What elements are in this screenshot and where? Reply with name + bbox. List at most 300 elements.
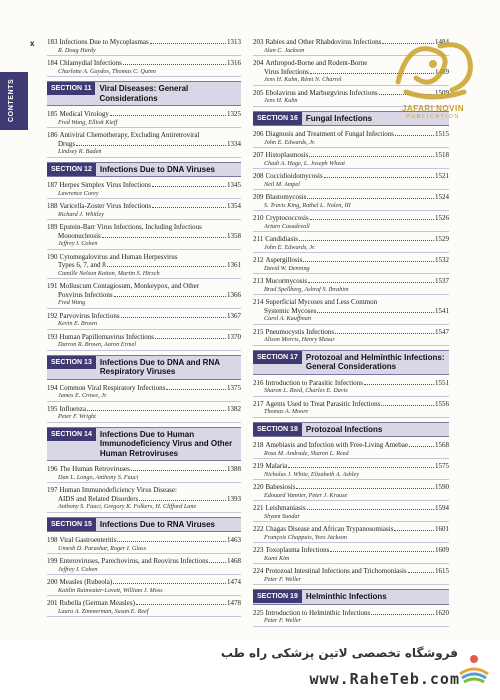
toc-entry[interactable] bbox=[253, 504, 449, 522]
toc-entry[interactable] bbox=[253, 235, 449, 253]
chapter-title: Herpes Simplex Virus Infections bbox=[59, 181, 151, 189]
toc-entry[interactable] bbox=[253, 277, 449, 295]
chapter-authors: David W. Denning bbox=[253, 265, 449, 275]
leader-dots bbox=[139, 500, 226, 501]
page-number: 1541 bbox=[435, 306, 449, 315]
page-number: 1547 bbox=[435, 327, 449, 336]
toc-entry-line bbox=[47, 223, 241, 232]
chapter-authors: Jeffrey I. Cohen bbox=[47, 566, 241, 576]
chapter-title: Superficial Mycoses and Less Common bbox=[265, 298, 378, 306]
toc-entry-line bbox=[47, 110, 241, 119]
chapter-authors: François Chappuis, Yves Jackson bbox=[253, 534, 449, 544]
chapter-authors: John E. Edwards, Jr. bbox=[253, 139, 449, 149]
chapter-number: 212 bbox=[253, 256, 264, 264]
chapter-authors: Sharon L. Reed, Charles E. Davis bbox=[253, 387, 449, 397]
toc-entry[interactable] bbox=[253, 609, 449, 627]
toc-entry[interactable] bbox=[253, 525, 449, 543]
chapter-title: Amebiasis and Infection with Free-Living Amebae bbox=[265, 441, 408, 449]
toc-entry-line bbox=[47, 536, 241, 545]
section-title: Infections Due to DNA and RNA Respiratory Viruses bbox=[99, 357, 220, 376]
section-title: Fungal Infections bbox=[305, 113, 373, 123]
page-number: 1358 bbox=[227, 231, 241, 240]
chapter-title: Arthropod-Borne and Rodent-Borne bbox=[265, 59, 368, 67]
leader-dots bbox=[308, 282, 434, 283]
page-number: 1568 bbox=[435, 441, 449, 449]
chapter-authors: Alison Morris, Henry Masur bbox=[253, 336, 449, 346]
toc-entry[interactable] bbox=[253, 328, 449, 346]
toc-entry[interactable] bbox=[47, 253, 241, 280]
leader-dots bbox=[307, 509, 434, 510]
chapter-title: Malaria bbox=[265, 462, 288, 470]
toc-entry-line bbox=[47, 405, 241, 414]
leader-dots bbox=[107, 266, 226, 267]
toc-entry[interactable] bbox=[47, 202, 241, 220]
chapter-authors: Camille Nelson Kotton, Martin S. Hirsch bbox=[47, 270, 241, 280]
toc-entry-line bbox=[47, 333, 241, 342]
chapter-authors: Rosa M. Andrade, Sharon L. Reed bbox=[253, 450, 449, 460]
logo-subtitle: PUBLICATION bbox=[406, 114, 460, 120]
chapter-number: 193 bbox=[47, 332, 58, 341]
chapter-authors: Peter F. Weller bbox=[253, 617, 449, 627]
leader-dots bbox=[299, 240, 434, 241]
toc-entry[interactable] bbox=[47, 223, 241, 250]
chapter-number: 183 bbox=[47, 38, 58, 46]
chapter-number: 215 bbox=[253, 327, 264, 336]
chapter-title-continued: Drugs bbox=[58, 139, 76, 148]
chapter-number: 191 bbox=[47, 282, 58, 290]
page-number: 1526 bbox=[435, 214, 449, 222]
chapter-number: 196 bbox=[47, 465, 58, 473]
toc-entry-line bbox=[253, 400, 449, 409]
chapter-authors: Fred Wang, Elliott Kieff bbox=[47, 119, 241, 129]
footer-url[interactable]: www.RaheTeb.com bbox=[309, 670, 460, 688]
chapter-authors: Umesh D. Parashar, Roger I. Glass bbox=[47, 545, 241, 555]
chapter-authors: Chadi A. Hage, L. Joseph Wheat bbox=[253, 160, 449, 170]
chapter-number: 220 bbox=[253, 483, 264, 491]
section-header bbox=[47, 81, 241, 106]
page-number: 1382 bbox=[227, 404, 241, 413]
toc-entry[interactable] bbox=[253, 441, 449, 459]
toc-entry-line bbox=[47, 282, 241, 291]
chapter-authors: Richard J. Whitley bbox=[47, 211, 241, 221]
leader-dots bbox=[102, 237, 226, 238]
logo-wordmark: JAFARI NOVIN bbox=[401, 104, 464, 113]
chapter-title: Introduction to Helminthic Infections bbox=[265, 608, 371, 617]
chapter-number: 198 bbox=[47, 536, 58, 544]
chapter-title: Infections Due to Mycoplasmas bbox=[59, 38, 149, 46]
chapter-number: 207 bbox=[253, 151, 264, 159]
chapter-number: 216 bbox=[253, 378, 264, 387]
page-number: 1361 bbox=[227, 261, 241, 269]
toc-entry[interactable] bbox=[253, 151, 449, 169]
toc-entry-line bbox=[253, 151, 449, 160]
chapter-number: 201 bbox=[47, 599, 58, 607]
chapter-title: Diagnosis and Treatment of Fungal Infections bbox=[265, 130, 395, 138]
chapter-number: 197 bbox=[47, 486, 58, 494]
chapter-number: 185 bbox=[47, 110, 58, 118]
leader-dots bbox=[310, 219, 434, 220]
chapter-authors: Thomas A. Moore bbox=[253, 408, 449, 418]
leader-dots bbox=[123, 64, 226, 65]
chapter-number: 186 bbox=[47, 131, 58, 139]
chapter-number: 221 bbox=[253, 504, 264, 512]
toc-entry-line bbox=[253, 567, 449, 576]
page-number: 1556 bbox=[435, 399, 449, 408]
footer-store-name: فروشگاه تخصصی لاتین پزشکی راه طب bbox=[220, 646, 458, 660]
chapter-number: 218 bbox=[253, 441, 264, 449]
toc-entry-line bbox=[253, 277, 449, 286]
chapter-title: Mucormycosis bbox=[265, 277, 308, 285]
leader-dots bbox=[114, 296, 226, 297]
toc-entry[interactable] bbox=[47, 536, 241, 554]
chapter-number: 206 bbox=[253, 130, 264, 138]
toc-entry-line bbox=[47, 232, 241, 241]
chapter-title: Viral Gastroenteritis bbox=[59, 536, 117, 544]
toc-entry[interactable] bbox=[47, 384, 241, 402]
toc-entry-line bbox=[253, 193, 449, 202]
chapter-authors: Lindsey R. Baden bbox=[47, 148, 241, 158]
toc-entry[interactable] bbox=[253, 379, 449, 397]
leader-dots bbox=[110, 115, 226, 116]
chapter-title: Common Viral Respiratory Infections bbox=[59, 383, 166, 392]
chapter-authors: Laura A. Zimmerman, Susan E. Reef bbox=[47, 608, 241, 618]
page-number: 1325 bbox=[227, 110, 241, 118]
leader-dots bbox=[113, 583, 226, 584]
chapter-title: Human Immunodeficiency Virus Disease: bbox=[59, 486, 177, 494]
section-title: Protozoal Infections bbox=[305, 424, 383, 434]
section-header bbox=[47, 355, 241, 380]
chapter-number: 211 bbox=[253, 235, 264, 243]
chapter-number: 203 bbox=[253, 38, 264, 46]
chapter-title: Antiviral Chemotherapy, Excluding Antiretroviral bbox=[59, 131, 200, 139]
chapter-number: 190 bbox=[47, 252, 58, 261]
toc-entry[interactable] bbox=[47, 181, 241, 199]
toc-entry-line bbox=[47, 140, 241, 149]
chapter-title: Ebolavirus and Marburgvirus Infections bbox=[265, 88, 378, 97]
leader-dots bbox=[309, 156, 434, 157]
toc-entry[interactable] bbox=[253, 462, 449, 480]
chapter-title-continued: Types 6, 7, and 8 bbox=[58, 261, 106, 269]
toc-entry-line bbox=[47, 486, 241, 495]
chapter-title: Toxoplasma Infections bbox=[265, 546, 330, 554]
chapter-title: Varicella-Zoster Virus Infections bbox=[59, 202, 152, 210]
chapter-title: Cryptococcosis bbox=[265, 214, 309, 222]
chapter-title: Protozoal Intestinal Infections and Trichomoniasis bbox=[265, 567, 407, 575]
chapter-authors: Kami Kim bbox=[253, 555, 449, 565]
page-number: 1515 bbox=[435, 130, 449, 138]
section-number-tag: SECTION 11 bbox=[47, 82, 95, 95]
chapter-authors: Nicholas J. White, Elizabeth A. Ashley bbox=[253, 471, 449, 481]
toc-entry-line bbox=[47, 131, 241, 140]
book-store-icon bbox=[456, 650, 492, 686]
section-title: Infections Due to RNA Viruses bbox=[99, 519, 215, 529]
toc-entry[interactable] bbox=[47, 59, 241, 77]
chapter-number: 199 bbox=[47, 557, 58, 565]
toc-entry-line bbox=[47, 181, 241, 190]
page-number: 1393 bbox=[227, 494, 241, 503]
chapter-title: Enteroviruses, Parechovirus, and Reovirus Infections bbox=[59, 557, 209, 565]
chapter-authors: Arturo Casadevall bbox=[253, 223, 449, 233]
leader-dots bbox=[317, 312, 434, 313]
chapter-title-continued: Virus Infections bbox=[264, 67, 309, 76]
chapter-number: 210 bbox=[253, 214, 264, 222]
chapter-title: Parvovirus Infections bbox=[59, 311, 120, 320]
page-number: 1468 bbox=[227, 557, 241, 565]
toc-entry[interactable] bbox=[47, 131, 241, 158]
toc-entry[interactable] bbox=[253, 130, 449, 148]
chapter-title: Cytomegalovirus and Human Herpesvirus bbox=[59, 252, 178, 261]
leader-dots bbox=[335, 333, 434, 334]
toc-entry-line bbox=[47, 38, 241, 47]
section-header bbox=[47, 517, 241, 533]
chapter-title: Medical Virology bbox=[59, 110, 109, 118]
section-title: Protozoal and Helminthic Infections: General Considerations bbox=[305, 352, 445, 371]
page-number: 1484 bbox=[435, 38, 449, 46]
chapter-authors: Lawrence Corey bbox=[47, 190, 241, 200]
chapter-number: 224 bbox=[253, 567, 264, 575]
chapter-number: 219 bbox=[253, 462, 264, 470]
toc-entry-line bbox=[253, 441, 449, 450]
toc-entry-line bbox=[47, 202, 241, 211]
toc-entry-line bbox=[253, 525, 449, 534]
section-header bbox=[253, 350, 449, 375]
toc-entry[interactable] bbox=[47, 557, 241, 575]
toc-entry-line bbox=[253, 235, 449, 244]
chapter-number: 222 bbox=[253, 525, 264, 533]
chapter-authors: Jens H. Kuhn bbox=[253, 97, 449, 107]
chapter-number: 194 bbox=[47, 383, 58, 392]
toc-entry[interactable] bbox=[47, 38, 241, 56]
section-header bbox=[253, 422, 449, 438]
chapter-number: 204 bbox=[253, 59, 264, 67]
section-number-tag: SECTION 19 bbox=[253, 590, 302, 603]
chapter-number: 184 bbox=[47, 59, 58, 67]
toc-entry[interactable] bbox=[253, 567, 449, 585]
chapter-title: Leishmaniasis bbox=[265, 504, 306, 512]
section-header bbox=[47, 427, 241, 462]
page-number: 1370 bbox=[227, 332, 241, 341]
toc-entry-line bbox=[47, 312, 241, 321]
chapter-authors: Kaitlin Rainwater-Lovett, William J. Moss bbox=[47, 587, 241, 597]
chapter-authors: R. Doug Hardy bbox=[47, 47, 241, 57]
leader-dots bbox=[209, 562, 226, 563]
section-title: Helminthic Infections bbox=[305, 592, 387, 601]
section-title: Viral Diseases: General Considerations bbox=[99, 84, 189, 103]
chapter-title: Aspergillosis bbox=[265, 256, 303, 264]
page-number: 1345 bbox=[227, 181, 241, 189]
section-title: Infections Due to Human Immunodeficiency Virus and Other Human Retroviruses bbox=[99, 429, 233, 458]
toc-entry-line bbox=[47, 557, 241, 566]
page-number: 1615 bbox=[435, 567, 449, 575]
section-header bbox=[47, 162, 241, 178]
leader-dots bbox=[296, 488, 434, 489]
chapter-title-continued: Systemic Mycoses bbox=[264, 306, 317, 315]
chapter-number: 225 bbox=[253, 608, 264, 617]
chapter-number: 189 bbox=[47, 223, 58, 231]
toc-entry[interactable] bbox=[47, 486, 241, 513]
toc-entry-line bbox=[253, 130, 449, 139]
leader-dots bbox=[87, 410, 226, 411]
toc-entry-line bbox=[253, 307, 449, 316]
page-number: 1620 bbox=[435, 608, 449, 617]
publisher-logo-mark bbox=[378, 32, 488, 104]
chapter-authors: Dan L. Longo, Anthony S. Fauci bbox=[47, 474, 241, 484]
store-footer bbox=[0, 640, 500, 700]
toc-entry-line bbox=[47, 261, 241, 270]
page-number: 1478 bbox=[227, 599, 241, 607]
leader-dots bbox=[136, 604, 226, 605]
toc-entry-line bbox=[253, 462, 449, 471]
page-number: 1575 bbox=[435, 462, 449, 470]
leader-dots bbox=[152, 207, 226, 208]
chapter-number: 188 bbox=[47, 202, 58, 210]
chapter-title: Introduction to Parasitic Infections bbox=[265, 378, 363, 387]
chapter-title: Molluscum Contagiosum, Monkeypox, and Other bbox=[59, 282, 200, 290]
chapter-authors: Peter F. Weller bbox=[253, 576, 449, 586]
page-number: 1316 bbox=[227, 59, 241, 67]
toc-entry[interactable] bbox=[253, 546, 449, 564]
toc-entry-line bbox=[47, 578, 241, 587]
chapter-authors: Charlotte A. Gaydos, Thomas C. Quinn bbox=[47, 68, 241, 78]
chapter-number: 209 bbox=[253, 193, 264, 201]
page-number: 1463 bbox=[227, 536, 241, 544]
toc-entry-line bbox=[253, 214, 449, 223]
side-tab-label: CONTENTS bbox=[8, 78, 15, 122]
chapter-number: 192 bbox=[47, 311, 58, 320]
toc-entry[interactable] bbox=[253, 400, 449, 418]
leader-dots bbox=[117, 541, 226, 542]
chapter-number: 214 bbox=[253, 298, 264, 306]
toc-entry-line bbox=[253, 298, 449, 307]
leader-dots bbox=[303, 261, 434, 262]
chapter-authors: Peter F. Wright bbox=[47, 413, 241, 423]
leader-dots bbox=[364, 384, 434, 385]
leader-dots bbox=[324, 177, 434, 178]
page-number: 1375 bbox=[227, 383, 241, 392]
chapter-authors: S. Travis King, Rathel L. Nolen, III bbox=[253, 202, 449, 212]
page-number: 1521 bbox=[435, 172, 449, 180]
toc-right-column bbox=[253, 38, 449, 630]
chapter-title: Agents Used to Treat Parasitic Infections bbox=[265, 399, 381, 408]
leader-dots bbox=[395, 135, 434, 136]
page-number: 1609 bbox=[435, 546, 449, 554]
chapter-authors: James E. Crowe, Jr. bbox=[47, 392, 241, 402]
chapter-authors: Darron R. Brown, Aaron Ermel bbox=[47, 341, 241, 351]
chapter-number: 205 bbox=[253, 88, 264, 97]
section-number-tag: SECTION 13 bbox=[47, 356, 96, 369]
chapter-title: Babesiosis bbox=[265, 483, 296, 491]
toc-entry-line bbox=[47, 253, 241, 262]
toc-entry-line bbox=[253, 609, 449, 618]
leader-dots bbox=[330, 551, 434, 552]
chapter-number: 213 bbox=[253, 277, 264, 285]
toc-entry-line bbox=[253, 328, 449, 337]
toc-entry-line bbox=[47, 291, 241, 300]
chapter-title: Epstein-Barr Virus Infections, Including Infectious bbox=[59, 223, 202, 231]
toc-entry[interactable] bbox=[47, 333, 241, 351]
leader-dots bbox=[288, 467, 434, 468]
leader-dots bbox=[409, 446, 434, 447]
chapter-authors: Neil M. Ampel bbox=[253, 181, 449, 191]
chapter-authors: Brad Spellberg, Ashraf S. Ibrahim bbox=[253, 286, 449, 296]
toc-entry[interactable] bbox=[47, 405, 241, 423]
toc-entry-line bbox=[253, 379, 449, 388]
toc-entry[interactable] bbox=[253, 172, 449, 190]
chapter-title-continued: AIDS and Related Disorders bbox=[58, 494, 139, 503]
toc-entry[interactable] bbox=[253, 214, 449, 232]
section-number-tag: SECTION 12 bbox=[47, 163, 96, 176]
leader-dots bbox=[307, 198, 434, 199]
leader-dots bbox=[371, 614, 434, 615]
chapter-title: Measles (Rubeola) bbox=[59, 578, 113, 586]
page-number: 1529 bbox=[435, 235, 449, 243]
leader-dots bbox=[131, 470, 226, 471]
toc-entry-line bbox=[47, 384, 241, 393]
page-number: 1601 bbox=[435, 525, 449, 533]
chapter-title: The Human Retroviruses bbox=[59, 465, 130, 473]
chapter-title: Human Papillomavirus Infections bbox=[59, 332, 154, 341]
toc-entry-line bbox=[253, 546, 449, 555]
toc-entry[interactable] bbox=[253, 193, 449, 211]
chapter-authors: Jens H. Kuhn, Rémi N. Charrel bbox=[253, 76, 449, 86]
page-number: 1537 bbox=[435, 277, 449, 285]
leader-dots bbox=[121, 317, 226, 318]
contents-side-tab bbox=[0, 72, 28, 130]
leader-dots bbox=[394, 530, 434, 531]
toc-entry-line bbox=[47, 465, 241, 474]
chapter-number: 187 bbox=[47, 181, 58, 189]
page-number: 1313 bbox=[227, 38, 241, 46]
toc-entry[interactable] bbox=[47, 282, 241, 309]
toc-entry[interactable] bbox=[47, 312, 241, 330]
section-number-tag: SECTION 18 bbox=[253, 423, 302, 436]
page-number: 1366 bbox=[227, 290, 241, 299]
chapter-title: Chlamydial Infections bbox=[59, 59, 122, 67]
toc-entry[interactable] bbox=[253, 256, 449, 274]
chapter-authors: Fred Wang bbox=[47, 299, 241, 309]
chapter-number: 223 bbox=[253, 546, 264, 554]
chapter-title: Pneumocystis Infections bbox=[265, 327, 335, 336]
toc-entry[interactable] bbox=[47, 599, 241, 617]
toc-entry-line bbox=[47, 599, 241, 608]
chapter-title: Chagas Disease and African Trypanosomiasis bbox=[265, 525, 394, 533]
page-number: 1388 bbox=[227, 465, 241, 473]
chapter-authors: Edouard Vannier, Peter J. Krause bbox=[253, 492, 449, 502]
toc-entry[interactable] bbox=[253, 483, 449, 501]
chapter-title: Rubella (German Measles) bbox=[59, 599, 135, 607]
page-number-mark: x bbox=[30, 39, 35, 48]
chapter-authors: Jeffrey I. Cohen bbox=[47, 240, 241, 250]
page-number: 1532 bbox=[435, 256, 449, 264]
chapter-authors: Anthony S. Fauci, Gregory K. Folkers, H. Clifford Lane bbox=[47, 503, 241, 513]
page-number: 1367 bbox=[227, 311, 241, 320]
leader-dots bbox=[150, 43, 226, 44]
chapter-authors: Kevin E. Brown bbox=[47, 320, 241, 330]
section-number-tag: SECTION 16 bbox=[253, 112, 302, 125]
toc-left-column bbox=[47, 38, 241, 620]
toc-entry[interactable] bbox=[47, 578, 241, 596]
chapter-title: Coccidioidomycosis bbox=[265, 172, 323, 180]
toc-entry-line bbox=[253, 172, 449, 181]
chapter-authors: Shyam Sundar bbox=[253, 513, 449, 523]
toc-entry[interactable] bbox=[47, 110, 241, 128]
toc-entry[interactable] bbox=[253, 298, 449, 325]
chapter-title: Histoplasmosis bbox=[265, 151, 309, 159]
page-number: 1509 bbox=[435, 88, 449, 97]
toc-entry-line bbox=[253, 256, 449, 265]
chapter-title: Influenza bbox=[59, 404, 86, 413]
toc-entry[interactable] bbox=[47, 465, 241, 483]
